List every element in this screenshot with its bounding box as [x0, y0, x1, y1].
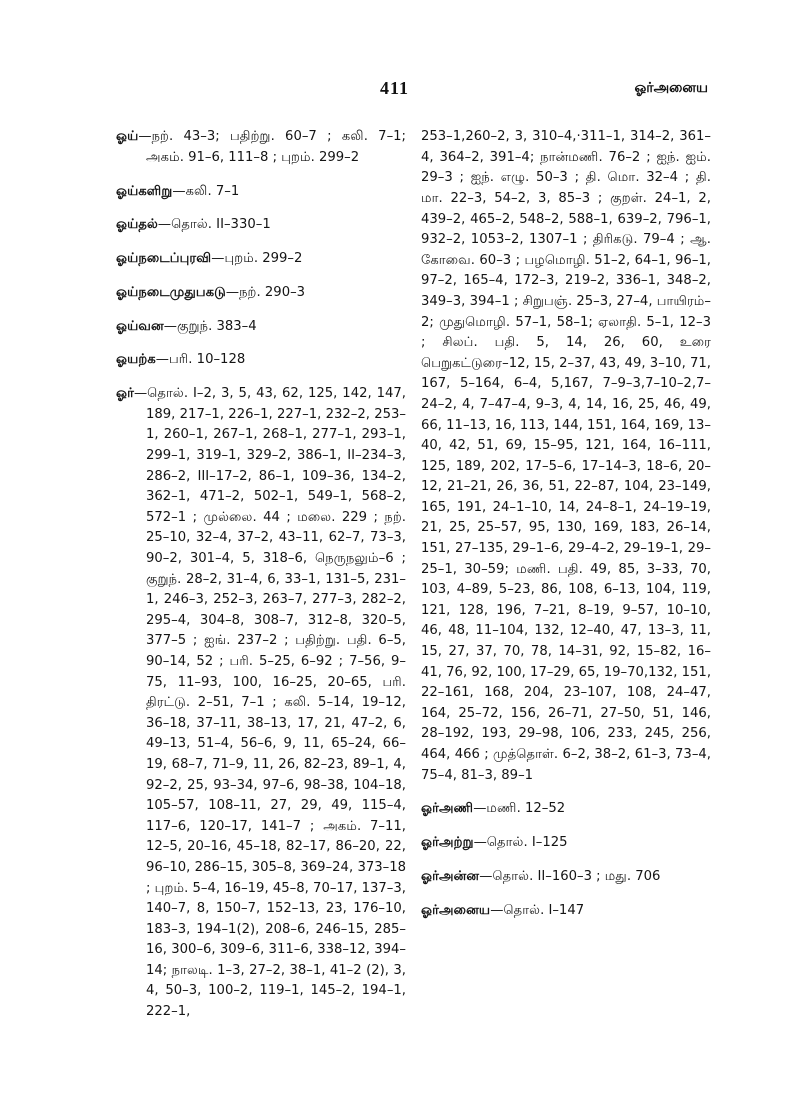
page-number: 411 [380, 78, 410, 98]
entry-reference: மணி. 12–52 [486, 801, 566, 817]
entry-headword: ஓய்வன [116, 318, 164, 334]
index-entry [116, 384, 406, 1022]
entry-reference: பரி. 10–128 [168, 352, 246, 368]
entry-reference: குறுந். 383–4 [176, 318, 257, 334]
entry-reference: நற். 290–3 [239, 284, 306, 300]
entry-headword: ஓய் [116, 129, 139, 145]
left-column [116, 114, 406, 1029]
entry-dash: — [133, 386, 148, 402]
index-entry [116, 283, 406, 304]
entry-reference: தொல். I–147 [503, 902, 585, 918]
running-head: ஓர்அனைய [634, 80, 708, 96]
entry-headword: ஓர்அற்று [421, 835, 474, 851]
entry-dash: — [473, 835, 487, 851]
entry-dash: — [225, 284, 240, 300]
entry-headword: ஓய்தல் [116, 217, 158, 233]
index-entry [116, 350, 406, 371]
index-entry-continuation [421, 127, 711, 786]
entry-reference: தொல். II–160–3 ; மது. 706 [492, 868, 661, 884]
entry-reference: கலி. 7–1 [185, 183, 240, 199]
entry-headword: ஓய்நடைமுதுபகடு [116, 284, 226, 300]
entry-headword: ஓர் [116, 386, 134, 402]
entry-reference: தொல். I–2, 3, 5, 43, 62, 125, 142, 147, 189, 217–1, 226–1, 227–1, 232–2, 253–1, 260–1, 267–1, 268–1, 277–1, 293–1, 299–1, 319–1, 329–2, 386–1, II–234–3, 286–2, III–17–2, 86–1, 109–36, 134–2, 362–1, 471–2, 502–1, 549–1, 568–2, 572–1 ; முல்லை. 44 ; மலை. 229 ; நற். 25–10, 32–4, 37–2, 43–11, 62–7, 73–3, 90–2, 301–4, 5, 318–6, நெருநலும்–6 ; குறுந். 28–2, 31–4, 6, 33–1, 131–5, 231–1, 246–3, 252–3, 263–7, 277–3, 282–2, 295–4, 304–8, 308–7, 312–8, 320–5, 377–5 ; ஐங். 237–2 ; பதிற்று. பதி. 6–5, 90–14, 52 ; பரி. 5–25, 6–92 ; 7–56, 9–75, 11–93, 100, 16–25, 20–65, பரி. திரட்டு. 2–51, 7–1 ; கலி. 5–14, 19–12, 36–18, 37–11, 38–13, 17, 21, 47–2, 6, 49–13, 51–4, 56–6, 9, 11, 65–24, 66–19, 68–7, 71–9, 11, 26, 82–23, 89–1, 4, 92–2, 25, 93–34, 97–6, 98–38, 104–18, 105–57, 108–11, 27, 29, 49, 115–4, 117–6, 120–17, 141–7 ; அகம். 7–11, 12–5, 20–16, 45–18, 82–17, 86–20, 22, 96–10, 286–15, 305–8, 369–24, 373–18 ; புறம். 5–4, 16–19, 45–8, 70–17, 137–3, 140–7, 8, 150–7, 152–13, 23, 176–10, 183–3, 194–1(2), 208–6, 246–15, 285–16, 300–6, 309–6, 311–6, 338–12, 394–14; நாலடி. 1–3, 27–2, 38–1, 41–2 (2), 3, 4, 50–3, 100–2, 119–1, 145–2, 194–1, 222–1, [146, 386, 406, 1020]
entry-headword: ஓய்நடைப்புரவி [116, 251, 212, 267]
entry-dash: — [490, 902, 504, 918]
index-entry [116, 317, 406, 338]
entry-dash: — [211, 251, 225, 267]
entry-headword: ஓய்களிறு [116, 183, 173, 199]
entry-dash: — [138, 129, 152, 145]
entry-dash: — [172, 183, 186, 199]
entry-dash: — [473, 801, 487, 817]
index-entry [421, 799, 711, 820]
entry-dash: — [157, 217, 172, 233]
entry-reference: புறம். 299–2 [224, 251, 303, 267]
entry-reference: நற். 43–3; பதிற்று. 60–7 ; கலி. 7–1; அகம். 91–6, 111–8 ; புறம். 299–2 [146, 129, 406, 165]
index-entry [421, 867, 711, 888]
entry-headword: ஓயற்க [116, 352, 156, 368]
index-entry [116, 249, 406, 270]
entry-headword: ஓர்அணி [421, 801, 474, 817]
entry-reference: தொல். II–330–1 [171, 217, 271, 233]
entry-dash: — [479, 868, 493, 884]
index-entry [116, 127, 406, 168]
right-column [421, 114, 711, 927]
index-entry [421, 901, 711, 922]
entry-headword: ஓர்அன்ன [421, 868, 480, 884]
index-entry [116, 182, 406, 203]
index-entry [116, 215, 406, 236]
index-entry [421, 833, 711, 854]
entry-reference: தொல். I–125 [486, 835, 568, 851]
page-header [0, 78, 800, 104]
entry-dash: — [155, 352, 169, 368]
entry-headword: ஓர்அனைய [421, 902, 491, 918]
entry-dash: — [163, 318, 177, 334]
entry-reference: 253–1,260–2, 3, 310–4,·311–1, 314–2, 361–4, 364–2, 391–4; நான்மணி. 76–2 ; ஐந். ஐம். 29–3 ; ஐந். எழு. 50–3 ; தி. மொ. 32–4 ; தி. மா. 22–3, 54–2, 3, 85–3 ; குறள். 24–1, 2, 439–2, 465–2, 548–2, 588–1, 639–2, 796–1, 932–2, 1053–2, 1307–1 ; திரிகடு. 79–4 ; ஆ. கோவை. 60–3 ; பழமொழி. 51–2, 64–1, 96–1, 97–2, 165–4, 172–3, 219–2, 336–1, 348–2, 349–3, 394–1 ; சிறுபஞ். 25–3, 27–4, பாயிரம்–2; முதுமொழி. 57–1, 58–1; ஏலாதி. 5–1, 12–3 ; சிலப். பதி. 5, 14, 26, 60, உரை பெறுகட்டுரை–12, 15, 2–37, 43, 49, 3–10, 71, 167, 5–164, 6–4, 5,167, 7–9–3,7–10–2,7–24–2, 4, 7–47–4, 9–3, 4, 14, 16, 25, 46, 49, 66, 11–13, 16, 113, 144, 151, 164, 169, 13–40, 42, 51, 69, 15–95, 121, 164, 16–111, 125, 189, 202, 17–5–6, 17–14–3, 18–6, 20–12, 21–21, 26, 36, 51, 22–87, 104, 23–149, 165, 191, 24–1–10, 14, 24–8–1, 24–19–19, 21, 25, 25–57, 95, 130, 169, 183, 26–14, 151, 27–135, 29–1–6, 29–4–2, 29–19–1, 29–25–1, 30–59; மணி. பதி. 49, 85, 3–33, 70, 103, 4–89, 5–23, 86, 108, 6–13, 104, 119, 121, 128, 196, 7–21, 8–19, 9–57, 10–10, 46, 48, 11–104, 132, 12–40, 47, 13–3, 11, 15, 27, 37, 70, 78, 14–31, 92, 15–82, 16–41, 76, 92, 100, 17–29, 65, 19–70,132, 151, 22–161, 168, 204, 23–107, 108, 24–47, 164, 25–72, 156, 26–71, 27–50, 51, 146, 28–192, 193, 29–98, 106, 233, 245, 256, 464, 466 ; முத்தொள். 6–2, 38–2, 61–3, 73–4, 75–4, 81–3, 89–1 [421, 129, 712, 783]
